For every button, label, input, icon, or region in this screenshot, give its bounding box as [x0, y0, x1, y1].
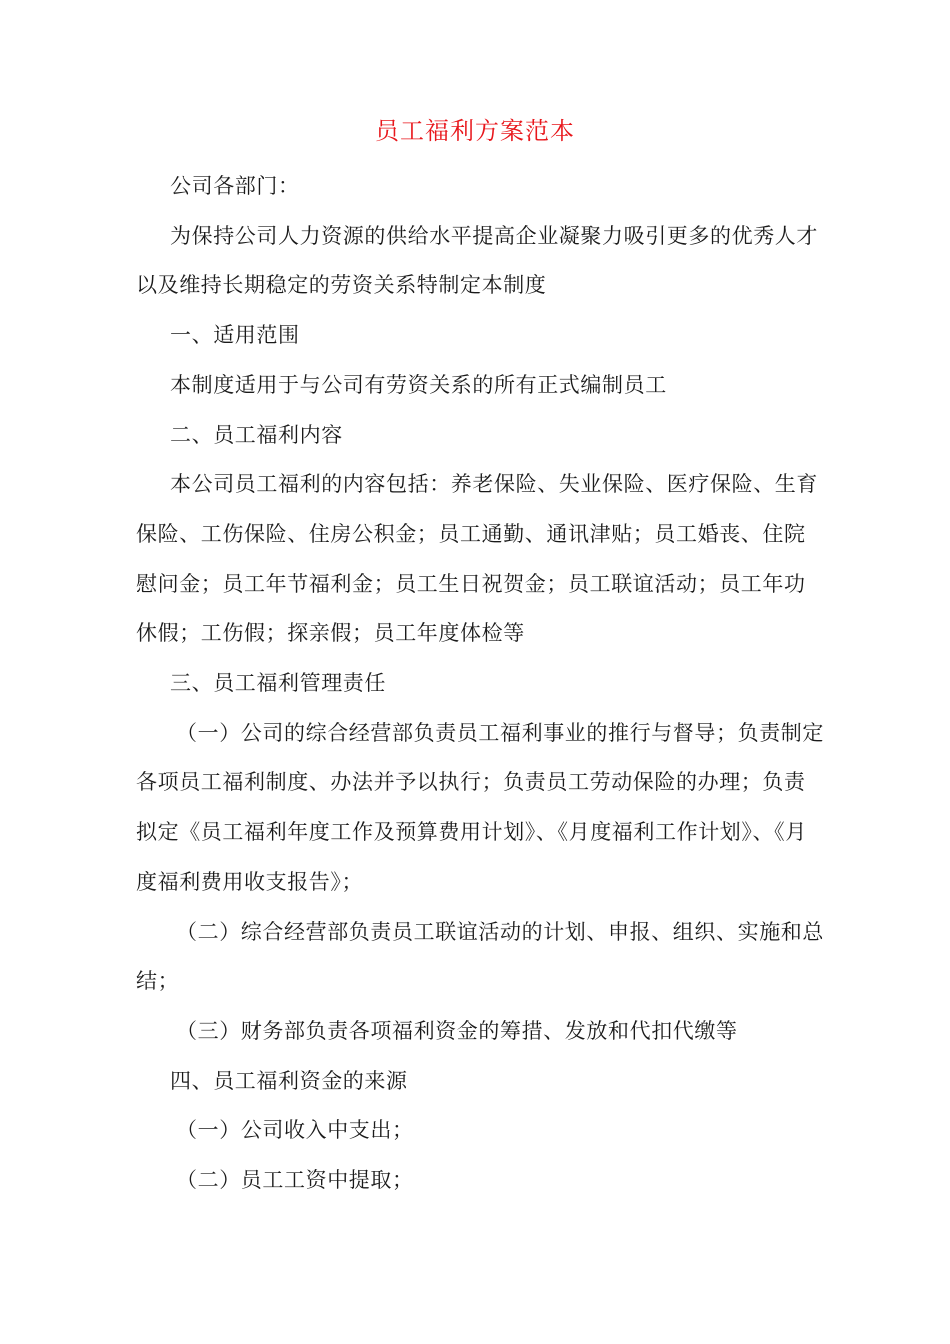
salutation: 公司各部门： [170, 174, 300, 198]
scope-paragraph: 本制度适用于与公司有劳资关系的所有正式编制员工 [170, 372, 667, 397]
responsibility-item-2: （二）综合经营部负责员工联谊活动的计划、申报、组织、实施和总结； [136, 919, 824, 994]
responsibility-item-3: （三）财务部负责各项福利资金的筹措、发放和代扣代缴等 [176, 1018, 738, 1043]
document-body [136, 162, 826, 1206]
intro-paragraph: 为保持公司人力资源的供给水平提高企业凝聚力吸引更多的优秀人才以及维持长期稳定的劳资关系特制定本制度 [136, 223, 818, 298]
funding-item-1: （一）公司收入中支出； [176, 1118, 414, 1143]
document-title: 员工福利方案范本 [375, 117, 575, 145]
section-heading-responsibility: 三、员工福利管理责任 [170, 671, 386, 696]
section-heading-content: 二、员工福利内容 [170, 422, 343, 447]
responsibility-item-1: （一）公司的综合经营部负责员工福利事业的推行与督导；负责制定各项员工福利制度、办法并予以执行；负责员工劳动保险的办理；负责拟定《员工福利年度工作及预算费用计划》、《月度福利工作计划》、《月度福利费用收支报告》； [136, 720, 824, 894]
funding-item-2: （二）员工工资中提取； [176, 1168, 414, 1193]
section-heading-scope: 一、适用范围 [170, 323, 300, 348]
content-paragraph: 本公司员工福利的内容包括：养老保险、失业保险、医疗保险、生育保险、工伤保险、住房公积金；员工通勤、通讯津贴；员工婚丧、住院慰问金；员工年节福利金；员工生日祝贺金；员工联谊活动；员工年功休假；工伤假；探亲假；员工年度体检等 [136, 472, 818, 646]
section-heading-funding: 四、员工福利资金的来源 [170, 1068, 408, 1093]
